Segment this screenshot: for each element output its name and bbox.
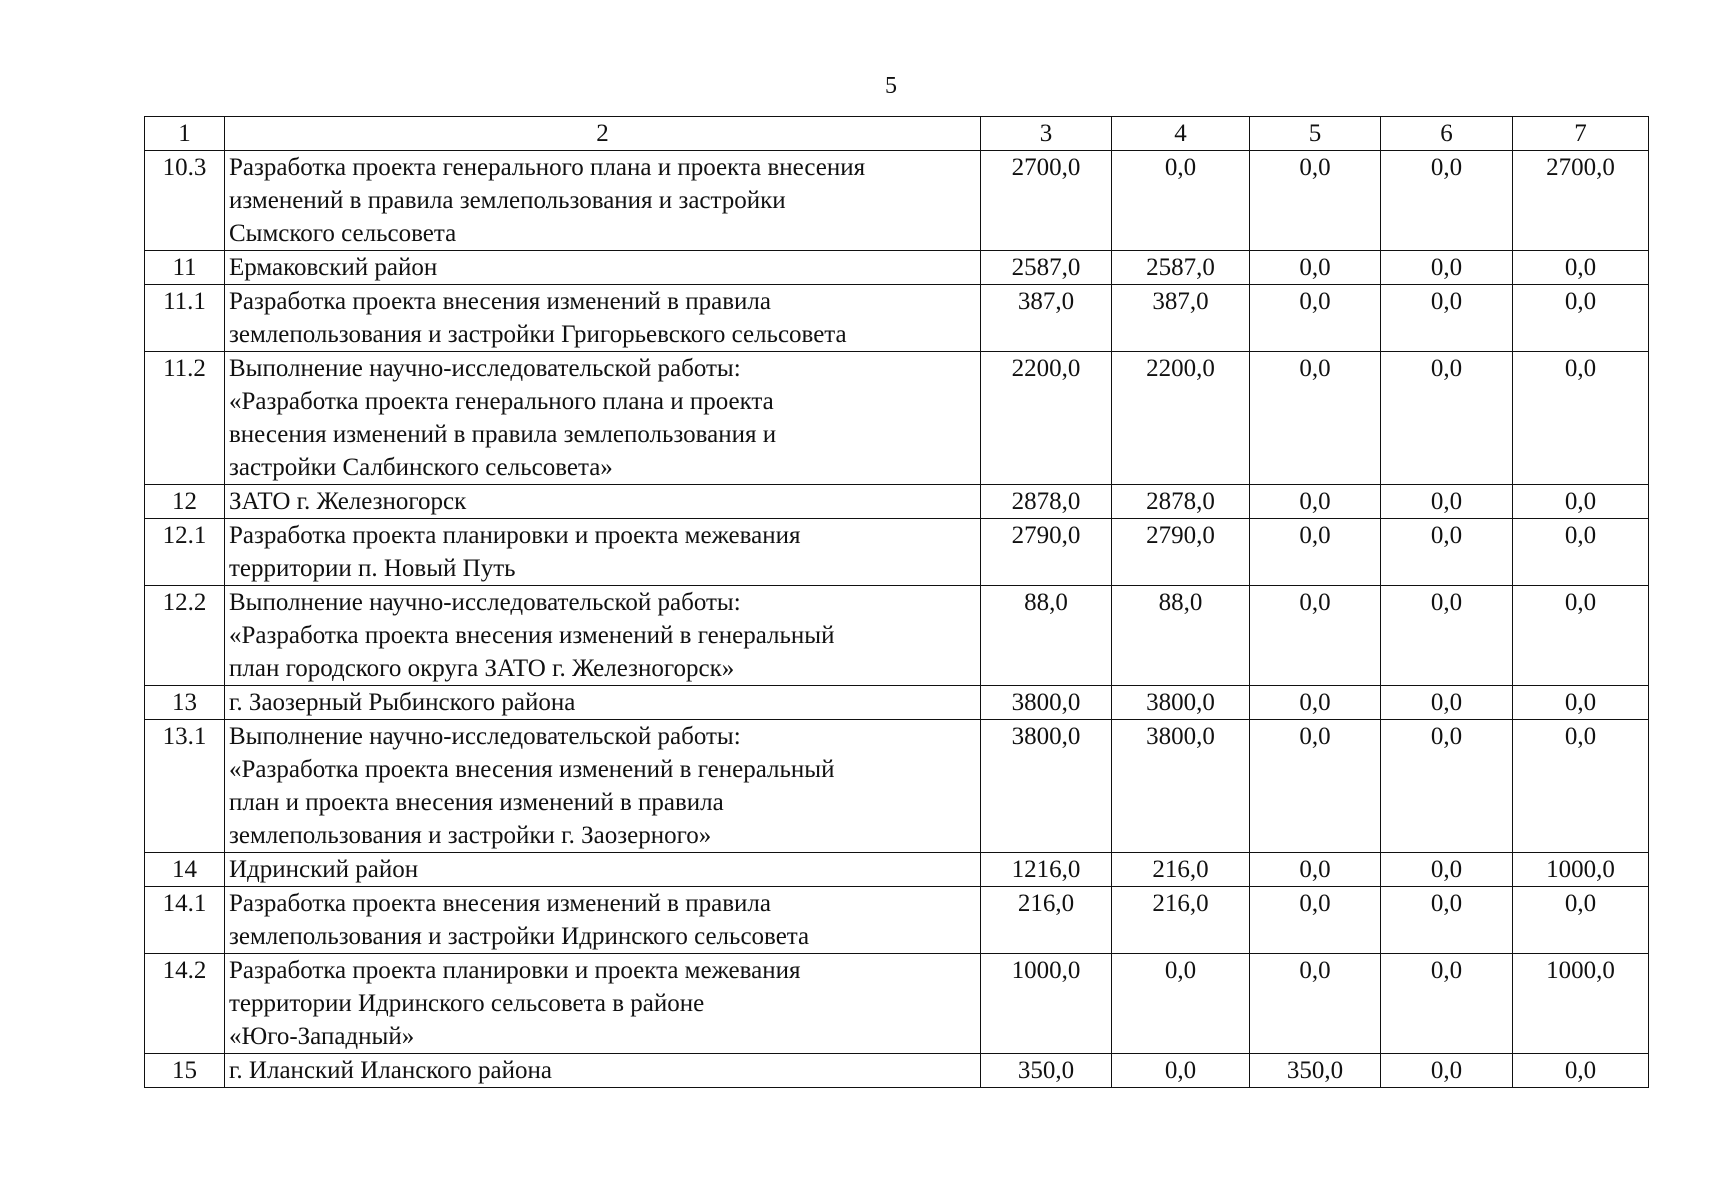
- value-cell-6: 0,0: [1381, 686, 1513, 720]
- value-cell-6: 0,0: [1381, 853, 1513, 887]
- value-cell-4: 88,0: [1112, 586, 1250, 686]
- value-cell-7: 0,0: [1513, 887, 1649, 954]
- table-row: [145, 151, 1649, 251]
- table-row: [145, 720, 1649, 853]
- value-cell-3: 88,0: [981, 586, 1112, 686]
- row-name-cell: Разработка проекта планировки и проекта межевания территории п. Новый Путь: [225, 519, 981, 586]
- value-cell-5: 0,0: [1250, 352, 1381, 485]
- value-cell-6: 0,0: [1381, 586, 1513, 686]
- value-cell-4: 0,0: [1112, 1054, 1250, 1088]
- value-cell-3: 2700,0: [981, 151, 1112, 251]
- value-cell-6: 0,0: [1381, 519, 1513, 586]
- value-cell-3: 350,0: [981, 1054, 1112, 1088]
- value-cell-7: 0,0: [1513, 686, 1649, 720]
- value-cell-5: 0,0: [1250, 887, 1381, 954]
- row-name-cell: Разработка проекта внесения изменений в правила землепользования и застройки Идринского сельсовета: [225, 887, 981, 954]
- value-cell-3: 3800,0: [981, 720, 1112, 853]
- value-cell-5: 0,0: [1250, 853, 1381, 887]
- table-row: [145, 954, 1649, 1054]
- value-cell-6: 0,0: [1381, 1054, 1513, 1088]
- table-row: [145, 285, 1649, 352]
- data-table: [144, 116, 1649, 1088]
- value-cell-6: 0,0: [1381, 285, 1513, 352]
- value-cell-3: 216,0: [981, 887, 1112, 954]
- row-name-cell: Выполнение научно-исследовательской работы: «Разработка проекта внесения изменений в генеральный план городского округа ЗАТО г. Железногорск»: [225, 586, 981, 686]
- value-cell-5: 350,0: [1250, 1054, 1381, 1088]
- value-cell-4: 0,0: [1112, 954, 1250, 1054]
- table-row: [145, 887, 1649, 954]
- row-name-cell: Идринский район: [225, 853, 981, 887]
- value-cell-4: 387,0: [1112, 285, 1250, 352]
- header-cell: 1: [145, 117, 225, 151]
- value-cell-5: 0,0: [1250, 519, 1381, 586]
- value-cell-4: 3800,0: [1112, 686, 1250, 720]
- value-cell-4: 216,0: [1112, 887, 1250, 954]
- header-cell: 7: [1513, 117, 1649, 151]
- value-cell-5: 0,0: [1250, 151, 1381, 251]
- value-cell-7: 0,0: [1513, 285, 1649, 352]
- value-cell-7: 0,0: [1513, 251, 1649, 285]
- header-cell: 5: [1250, 117, 1381, 151]
- page-number: 5: [885, 73, 897, 99]
- row-name-cell: г. Иланский Иланского района: [225, 1054, 981, 1088]
- value-cell-5: 0,0: [1250, 586, 1381, 686]
- value-cell-7: 0,0: [1513, 352, 1649, 485]
- row-name-cell: Разработка проекта внесения изменений в правила землепользования и застройки Григорьевского сельсовета: [225, 285, 981, 352]
- value-cell-7: 1000,0: [1513, 853, 1649, 887]
- table-row: [145, 686, 1649, 720]
- value-cell-7: 2700,0: [1513, 151, 1649, 251]
- value-cell-5: 0,0: [1250, 686, 1381, 720]
- header-cell: 2: [225, 117, 981, 151]
- row-number-cell: 14.2: [145, 954, 225, 1054]
- row-name-cell: ЗАТО г. Железногорск: [225, 485, 981, 519]
- row-number-cell: 14: [145, 853, 225, 887]
- value-cell-5: 0,0: [1250, 285, 1381, 352]
- value-cell-4: 0,0: [1112, 151, 1250, 251]
- header-cell: 3: [981, 117, 1112, 151]
- value-cell-3: 2790,0: [981, 519, 1112, 586]
- row-number-cell: 12.1: [145, 519, 225, 586]
- row-number-cell: 13.1: [145, 720, 225, 853]
- table-row: [145, 251, 1649, 285]
- table-row: [145, 853, 1649, 887]
- value-cell-7: 1000,0: [1513, 954, 1649, 1054]
- header-cell: 6: [1381, 117, 1513, 151]
- row-number-cell: 12.2: [145, 586, 225, 686]
- value-cell-3: 2200,0: [981, 352, 1112, 485]
- value-cell-7: 0,0: [1513, 1054, 1649, 1088]
- value-cell-7: 0,0: [1513, 586, 1649, 686]
- row-name-cell: Выполнение научно-исследовательской работы: «Разработка проекта внесения изменений в генеральный план и проекта внесения изменений в правила землепользования и застройки г. Заозерного»: [225, 720, 981, 853]
- value-cell-7: 0,0: [1513, 485, 1649, 519]
- value-cell-6: 0,0: [1381, 954, 1513, 1054]
- value-cell-5: 0,0: [1250, 251, 1381, 285]
- value-cell-3: 2878,0: [981, 485, 1112, 519]
- value-cell-5: 0,0: [1250, 954, 1381, 1054]
- value-cell-6: 0,0: [1381, 352, 1513, 485]
- value-cell-5: 0,0: [1250, 720, 1381, 853]
- value-cell-3: 1000,0: [981, 954, 1112, 1054]
- table-body: [145, 117, 1649, 1088]
- value-cell-7: 0,0: [1513, 519, 1649, 586]
- row-name-cell: Разработка проекта генерального плана и проекта внесения изменений в правила землепользования и застройки Сымского сельсовета: [225, 151, 981, 251]
- row-number-cell: 12: [145, 485, 225, 519]
- table-row: [145, 1054, 1649, 1088]
- value-cell-3: 2587,0: [981, 251, 1112, 285]
- value-cell-4: 2200,0: [1112, 352, 1250, 485]
- row-name-cell: Ермаковский район: [225, 251, 981, 285]
- value-cell-7: 0,0: [1513, 720, 1649, 853]
- row-number-cell: 13: [145, 686, 225, 720]
- table-header-row: [145, 117, 1649, 151]
- header-cell: 4: [1112, 117, 1250, 151]
- value-cell-6: 0,0: [1381, 151, 1513, 251]
- row-number-cell: 11.1: [145, 285, 225, 352]
- row-name-cell: Разработка проекта планировки и проекта межевания территории Идринского сельсовета в районе «Юго-Западный»: [225, 954, 981, 1054]
- value-cell-4: 2587,0: [1112, 251, 1250, 285]
- value-cell-3: 3800,0: [981, 686, 1112, 720]
- value-cell-3: 1216,0: [981, 853, 1112, 887]
- value-cell-6: 0,0: [1381, 251, 1513, 285]
- row-number-cell: 11.2: [145, 352, 225, 485]
- row-number-cell: 11: [145, 251, 225, 285]
- value-cell-4: 2790,0: [1112, 519, 1250, 586]
- value-cell-5: 0,0: [1250, 485, 1381, 519]
- row-name-cell: Выполнение научно-исследовательской работы: «Разработка проекта генерального плана и проекта внесения изменений в правила землепользования и застройки Салбинского сельсовета»: [225, 352, 981, 485]
- value-cell-6: 0,0: [1381, 887, 1513, 954]
- value-cell-6: 0,0: [1381, 720, 1513, 853]
- value-cell-3: 387,0: [981, 285, 1112, 352]
- value-cell-4: 2878,0: [1112, 485, 1250, 519]
- row-number-cell: 10.3: [145, 151, 225, 251]
- value-cell-6: 0,0: [1381, 485, 1513, 519]
- table-row: [145, 519, 1649, 586]
- row-name-cell: г. Заозерный Рыбинского района: [225, 686, 981, 720]
- table-row: [145, 485, 1649, 519]
- row-number-cell: 15: [145, 1054, 225, 1088]
- value-cell-4: 216,0: [1112, 853, 1250, 887]
- value-cell-4: 3800,0: [1112, 720, 1250, 853]
- table-row: [145, 586, 1649, 686]
- row-number-cell: 14.1: [145, 887, 225, 954]
- table-row: [145, 352, 1649, 485]
